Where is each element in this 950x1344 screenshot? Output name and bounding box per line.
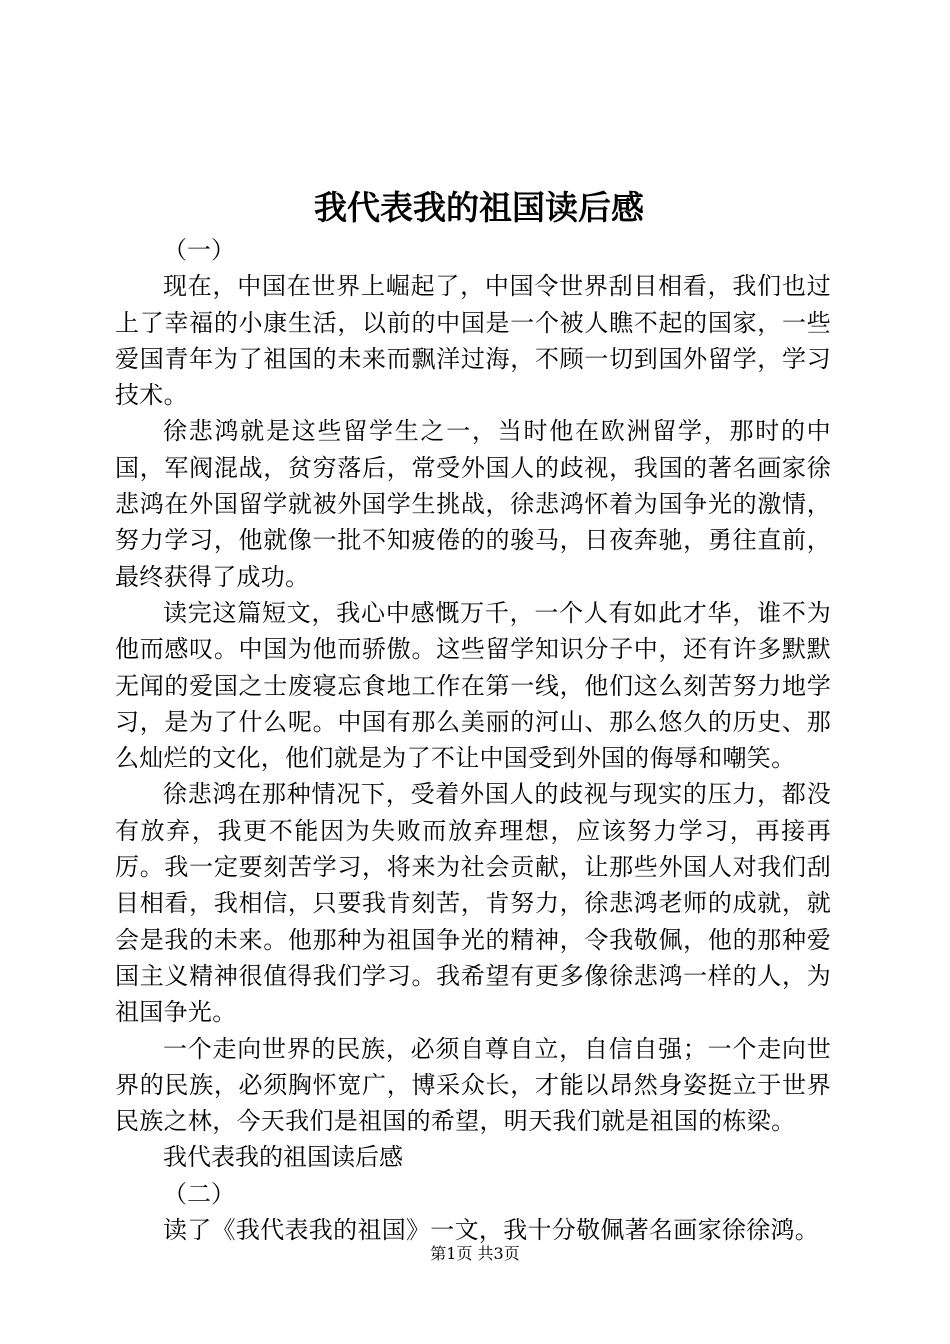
paragraph: 读完这篇短文，我心中感慨万千，一个人有如此才华，谁不为他而感叹。中国为他而骄傲。这些留学知识分子中，还有许多默默无闻的爱国之士废寝忘食地工作在第一线，他们这么刻苦努力地学习，是为了什么呢。中国有那么美丽的河山、那么悠久的历史、那么灿烂的文化，他们就是为了不让中国受到外国的侮辱和嘲笑。 bbox=[115, 598, 831, 773]
paragraph: 一个走向世界的民族，必须自尊自立，自信自强；一个走向世界的民族，必须胸怀宽广，博采众长，才能以昂然身姿挺立于世界民族之林，今天我们是祖国的希望，明天我们就是祖国的栋梁。 bbox=[115, 1034, 831, 1136]
page-footer: 第1页 共3页 bbox=[430, 1244, 520, 1263]
document-title: 我代表我的祖国读后感 bbox=[314, 188, 644, 227]
paragraph: 徐悲鸿就是这些留学生之一，当时他在欧洲留学，那时的中国，军阀混战，贫穷落后，常受外国人的歧视，我国的著名画家徐悲鸿在外国留学就被外国学生挑战，徐悲鸿怀着为国争光的激情，努力学习，他就像一批不知疲倦的的骏马，日夜奔驰，勇往直前，最终获得了成功。 bbox=[115, 417, 831, 591]
section-marker-two: （二） bbox=[163, 1179, 235, 1208]
paragraph: 徐悲鸿在那种情况下，受着外国人的歧视与现实的压力，都没有放弃，我更不能因为失败而放弃理想，应该努力学习，再接再厉。我一定要刻苦学习，将来为社会贡献，让那些外国人对我们刮目相看，我相信，只要我肯刻苦，肯努力，徐悲鸿老师的成就，就会是我的未来。他那种为祖国争光的精神，令我敬佩，他的那种爱国主义精神很值得我们学习。我希望有更多像徐悲鸿一样的人，为祖国争光。 bbox=[115, 780, 831, 1027]
paragraph: 读了《我代表我的祖国》一文，我十分敬佩著名画家徐徐鸿。 bbox=[163, 1216, 820, 1245]
document-body bbox=[115, 232, 831, 1248]
section-heading: 我代表我的祖国读后感 bbox=[163, 1143, 403, 1172]
section-marker-one: （一） bbox=[163, 236, 235, 264]
paragraph: 现在，中国在世界上崛起了，中国令世界刮目相看，我们也过上了幸福的小康生活，以前的中国是一个被人瞧不起的国家，一些爱国青年为了祖国的未来而飘洋过海，不顾一切到国外留学，学习技术。 bbox=[115, 272, 831, 410]
